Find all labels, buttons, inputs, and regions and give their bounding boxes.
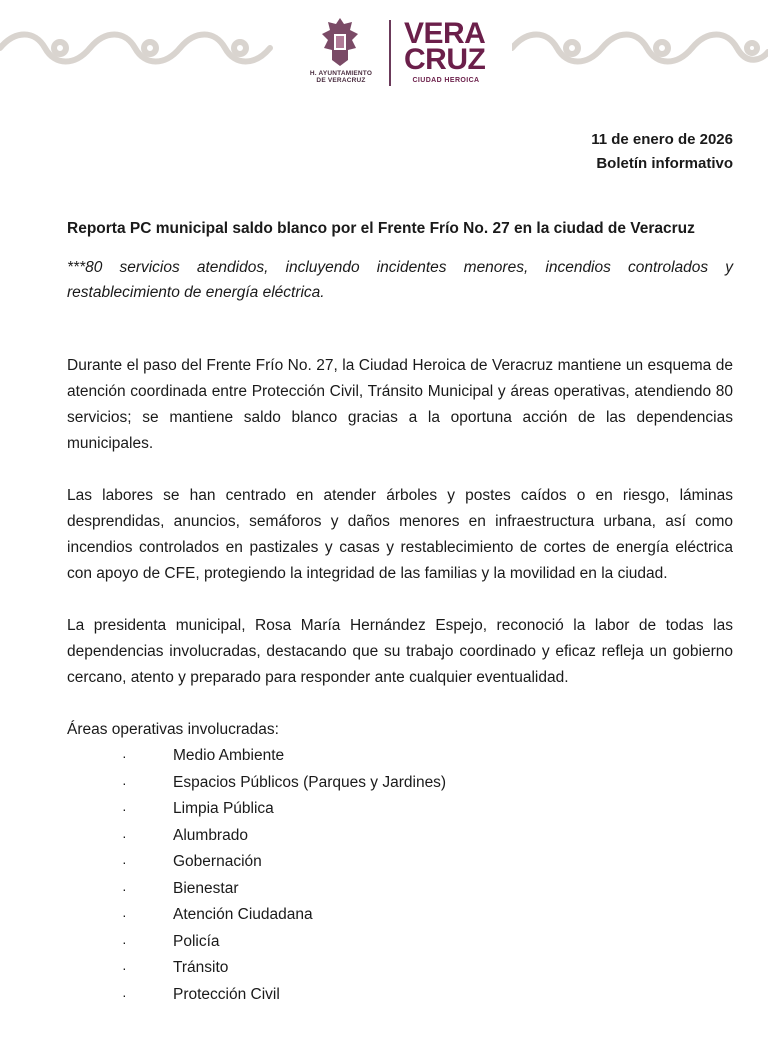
paragraph-2: Las labores se han centrado en atender árboles y postes caídos o en riesgo, láminas desprendidas, anuncios, semáforos y daños menores en infraestructura urbana, así como incendios controlados en pastizales y casas y restablecimiento de cortes de energía eléctrica con apoyo de CFE, protegiendo la integridad de las familias y la movilidad en la ciudad.	[67, 487, 733, 582]
bullet-icon: ·	[122, 748, 127, 764]
list-item-label: Alumbrado	[173, 826, 248, 844]
list-item	[67, 743, 733, 770]
list-item	[67, 929, 733, 956]
list-item-label: Policía	[173, 932, 220, 950]
list-item	[67, 823, 733, 850]
list-item	[67, 955, 733, 982]
brand-logo-line-1: VERA	[404, 17, 486, 50]
bullet-icon: ·	[122, 933, 127, 950]
list-item-label: Atención Ciudadana	[173, 906, 313, 923]
bullet-icon: ·	[122, 960, 127, 976]
list-item-label: Gobernación	[173, 853, 262, 870]
list-item-label: Tránsito	[173, 959, 229, 976]
areas-list-title: Áreas operativas involucradas:	[67, 721, 279, 738]
ayuntamiento-caption-line-1: H. AYUNTAMIENTO	[309, 70, 373, 77]
list-item	[67, 902, 733, 929]
list-item-label: Protección Civil	[173, 985, 280, 1003]
list-item-label: Bienestar	[173, 879, 239, 897]
paragraph-1: Durante el paso del Frente Frío No. 27, la Ciudad Heroica de Veracruz mantiene un esquema de atención coordinada entre Protección Civil, Tránsito Municipal y áreas operativas, atendiendo 80 servicios; se mantiene saldo blanco gracias a la oportuna acción de las dependencias municipales.	[67, 357, 733, 452]
bulletin-date: 11 de enero de 2026	[591, 131, 733, 148]
ayuntamiento-caption-line-2: DE VERACRUZ	[316, 77, 366, 84]
bulletin-body	[67, 128, 733, 1008]
paragraph-3: La presidenta municipal, Rosa María Hernández Espejo, reconoció la labor de todas las dependencias involucradas, destacando que su trabajo coordinado y eficaz refleja un gobierno cercano, atento y preparado para responder ante cualquier eventualidad.	[67, 617, 733, 686]
list-item-label: Espacios Públicos (Parques y Jardines)	[173, 773, 447, 791]
bulletin-meta	[67, 128, 733, 176]
bullet-icon: ·	[122, 880, 127, 897]
list-item	[67, 849, 733, 876]
list-item-label: Limpia Pública	[173, 800, 274, 817]
letterhead	[0, 0, 768, 100]
bullet-icon: ·	[122, 774, 127, 791]
bullet-icon: ·	[122, 986, 127, 1003]
subheadline: ***80 servicios atendidos, incluyendo incidentes menores, incendios controlados y restablecimiento de energía eléctrica.	[67, 259, 733, 301]
list-item	[67, 982, 733, 1009]
coat-of-arms-icon	[318, 16, 362, 68]
brand-caption: CIUDAD HEROICA	[412, 77, 480, 84]
ayuntamiento-caption	[300, 70, 382, 84]
headline: Reporta PC municipal saldo blanco por el Frente Frío No. 27 en la ciudad de Veracruz	[67, 220, 695, 237]
bullet-icon: ·	[122, 827, 127, 844]
bullet-icon: ·	[122, 801, 127, 817]
bullet-icon: ·	[122, 907, 127, 923]
list-item	[67, 796, 733, 823]
list-item-label: Medio Ambiente	[173, 747, 285, 764]
bulletin-type: Boletín informativo	[596, 155, 733, 172]
decorative-ornament-left	[0, 30, 300, 66]
brand-logo-line-2: CRUZ	[404, 43, 486, 76]
list-item	[67, 770, 733, 797]
decorative-ornament-right	[512, 30, 768, 66]
bullet-icon: ·	[122, 854, 127, 870]
header-divider	[389, 20, 391, 86]
list-item	[67, 876, 733, 903]
areas-list	[67, 743, 733, 1008]
